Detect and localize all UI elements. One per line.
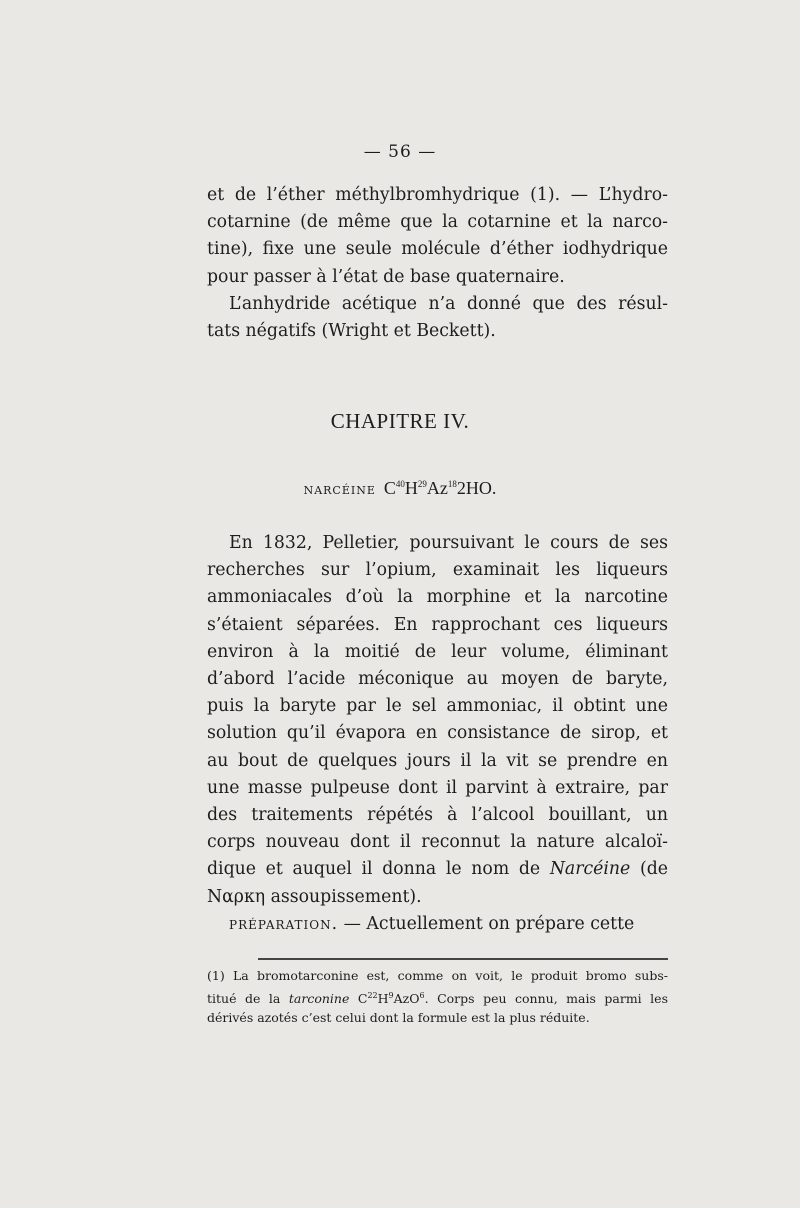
section-title: [0, 478, 800, 499]
footnote-line: titué de la tarconine $C^{22}H^9AzO^6$. Corps peu connu, mais parmi les: [207, 990, 668, 1006]
text-line: des traitements répétés à l’alcool bouillant, un: [207, 805, 668, 826]
text-line: s’étaient séparées. En rapprochant ces liqueurs: [207, 614, 668, 635]
run-in-heading: préparation.: [229, 913, 339, 934]
page-number: — 56 —: [363, 142, 437, 162]
footnote: [207, 966, 668, 1028]
text-line: et de l’éther méthylbromhydrique (1). — L’hydro-: [207, 185, 668, 205]
text-line: dique et auquel il donna le nom de Narcéine (de: [207, 859, 668, 880]
chemical-formula: $C^{40}H^{29}Az^{18}2HO$.: [383, 478, 497, 498]
text-line: tine), fixe une seule molécule d’éther iodhydrique: [207, 239, 668, 260]
text-line: préparation. — Actuellement on prépare cette: [229, 913, 635, 934]
text-line: solution qu’il évapora en consistance de sirop, et: [207, 723, 668, 744]
text-line: ammoniacales d’où la morphine et la narcotine: [207, 587, 668, 608]
text-line: En 1832, Pelletier, poursuivant le cours de ses: [229, 533, 668, 553]
text-line: puis la baryte par le sel ammoniac, il obtint une: [207, 696, 668, 717]
footnote-rule: [258, 958, 668, 960]
footnote-line: (1) La bromotarconine est, comme on voit, le produit bromo subs-: [207, 968, 668, 983]
text-line: L’anhydride acétique n’a donné que des résul-: [229, 293, 668, 314]
text-line: corps nouveau dont il reconnut la nature alcaloï-: [207, 832, 668, 853]
footnote-line: dérivés azotés c’est celui dont la formule est la plus réduite.: [207, 1010, 590, 1026]
italic-term: Narcéine: [549, 859, 631, 880]
text-line: une masse pulpeuse dont il parvint à extraire, par: [207, 777, 668, 798]
text-line: Ναρκη assoupissement).: [207, 886, 422, 907]
chapter-title: CHAPITRE IV.: [330, 409, 470, 433]
paragraph-continuation: [207, 182, 668, 345]
text-line: au bout de quelques jours il la vit se prendre en: [207, 750, 668, 771]
paragraph-narceine-history: [207, 530, 668, 938]
section-name: narcéine: [303, 480, 376, 498]
text-line: pour passer à l’état de base quaternaire.: [207, 266, 565, 287]
text-line: d’abord l’acide méconique au moyen de baryte,: [207, 669, 668, 690]
text-line: recherches sur l’opium, examinait les liqueurs: [207, 560, 668, 581]
text-line: tats négatifs (Wright et Beckett).: [207, 321, 496, 342]
text-line: environ à la moitié de leur volume, éliminant: [207, 641, 668, 662]
text-line: cotarnine (de même que la cotarnine et la narco-: [207, 212, 668, 233]
